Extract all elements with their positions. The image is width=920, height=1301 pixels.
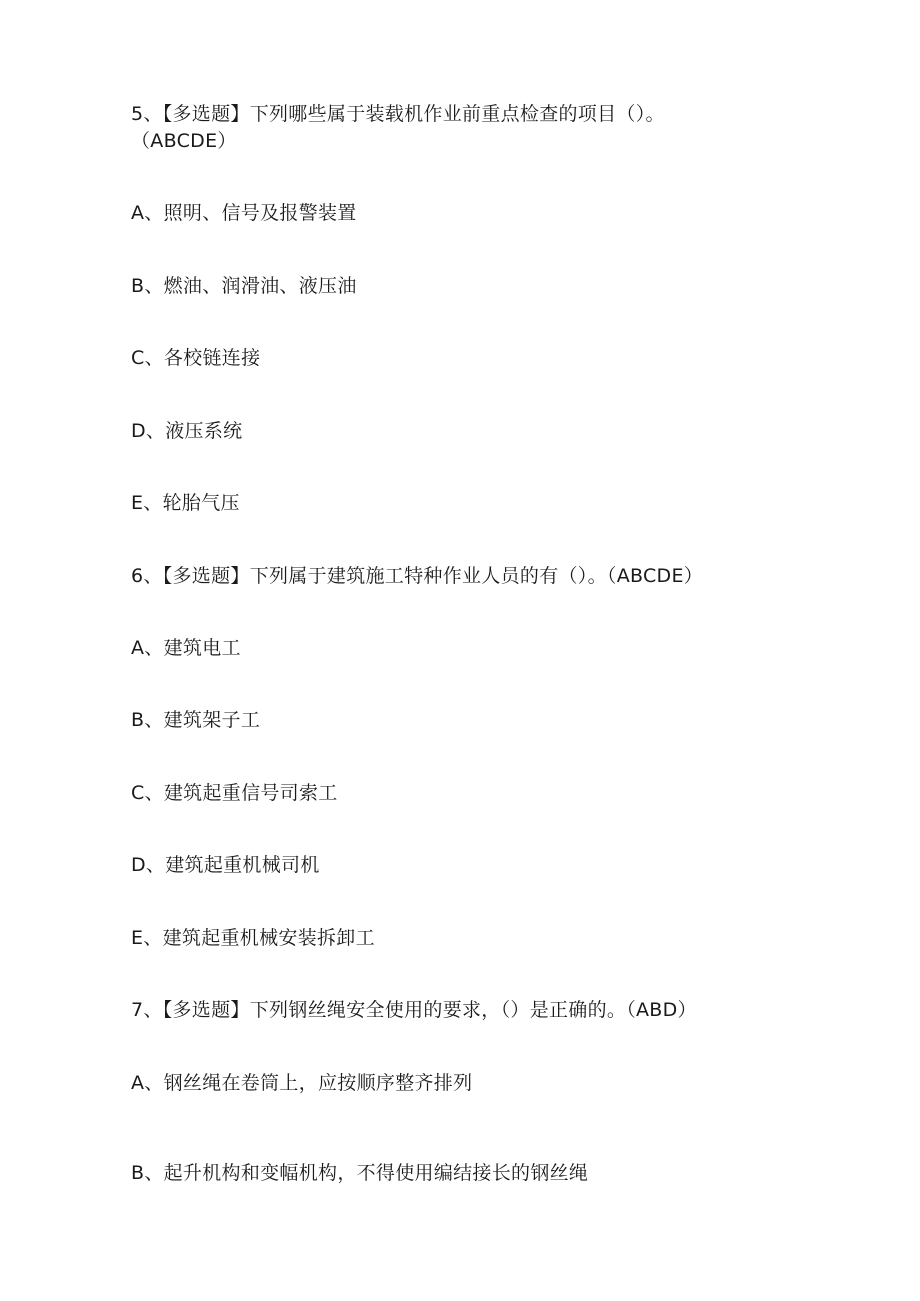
question-7-option-b: B、起升机构和变幅机构，不得使用编结接长的钢丝绳	[131, 1162, 589, 1184]
question-5-option-a: A、照明、信号及报警装置	[131, 202, 357, 224]
question-5-option-b: B、燃油、润滑油、液压油	[131, 275, 357, 297]
question-5-option-c: C、各校链连接	[131, 347, 261, 369]
question-6-option-b: B、建筑架子工	[131, 709, 261, 731]
question-6-option-d: D、建筑起重机械司机	[131, 854, 320, 876]
question-5-option-d: D、液压系统	[131, 420, 243, 442]
question-6-option-c: C、建筑起重信号司索工	[131, 782, 338, 804]
question-7-option-a: A、钢丝绳在卷筒上，应按顺序整齐排列	[131, 1072, 473, 1094]
question-5-answer: （ABCDE）	[131, 130, 237, 152]
question-6-option-e: E、建筑起重机械安装拆卸工	[131, 927, 375, 949]
question-6-stem: 6、【多选题】下列属于建筑施工特种作业人员的有（）。（ABCDE）	[131, 565, 704, 587]
question-5-stem: 5、【多选题】下列哪些属于装载机作业前重点检查的项目（）。	[131, 103, 665, 125]
question-5-option-e: E、轮胎气压	[131, 492, 240, 514]
question-6-option-a: A、建筑电工	[131, 637, 241, 659]
question-7-stem: 7、【多选题】下列钢丝绳安全使用的要求，（）是正确的。（ABD）	[131, 999, 697, 1021]
